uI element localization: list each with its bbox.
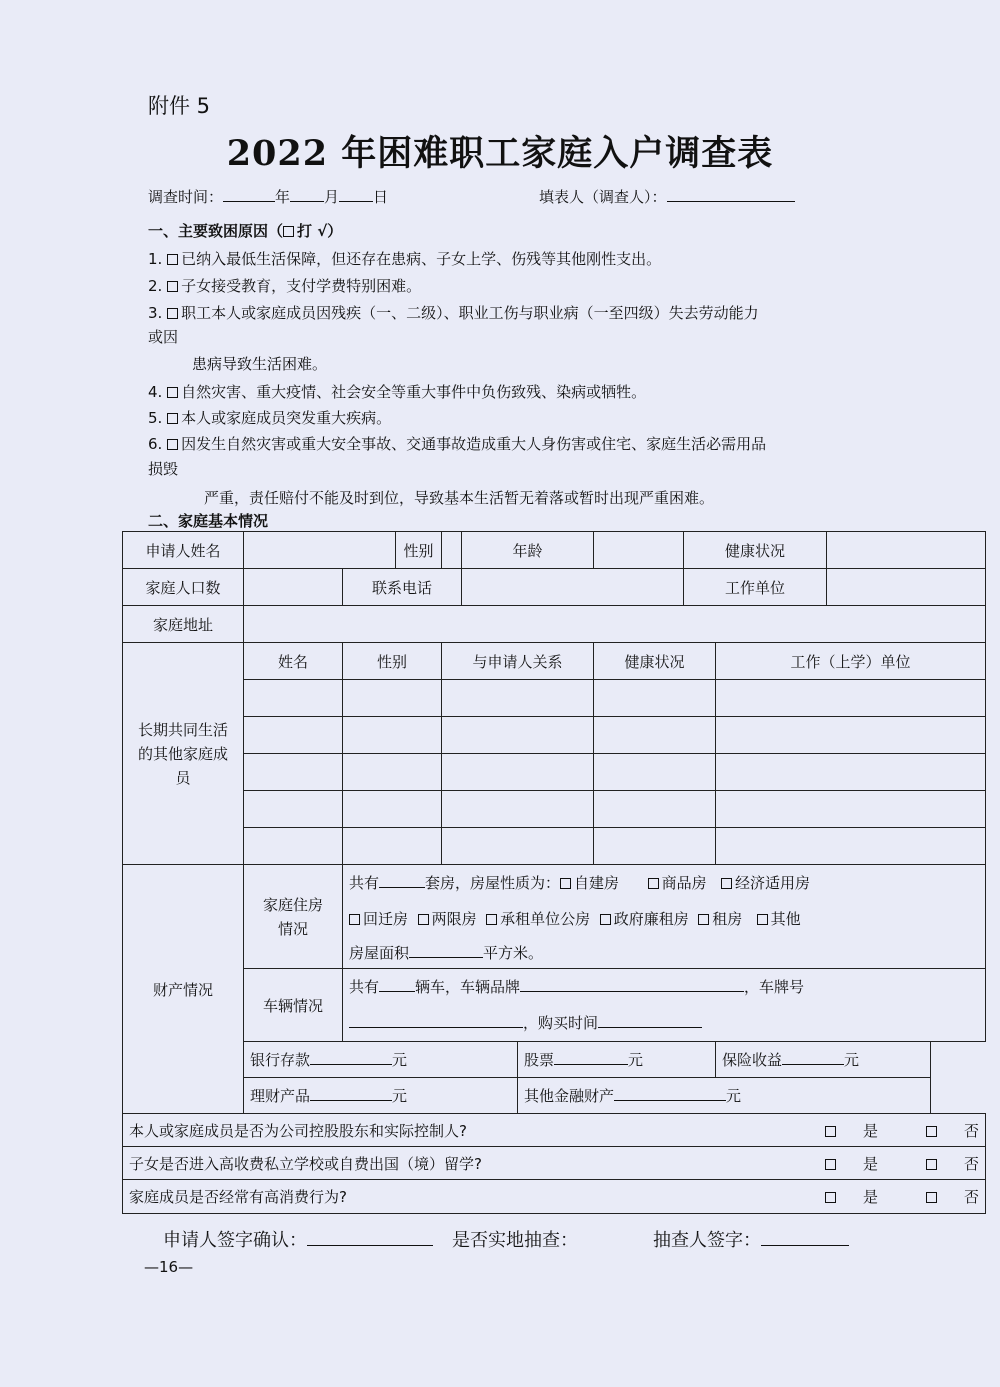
member-cell[interactable]: [594, 717, 716, 754]
applicant-name-cell[interactable]: [244, 532, 396, 569]
yes-label: 是: [863, 1188, 879, 1206]
question-row-1: [123, 1114, 986, 1147]
workplace-label: 工作单位: [684, 569, 827, 606]
member-header-health: 健康状况: [594, 643, 716, 680]
member-cell[interactable]: [343, 828, 442, 865]
item-number: 5.: [148, 409, 163, 427]
reason-6-checkbox[interactable]: [167, 439, 178, 450]
filler-line: [539, 186, 795, 207]
yuan-label: 元: [726, 1087, 742, 1105]
yes-label: 是: [863, 1154, 879, 1173]
no-label: 否: [964, 1188, 980, 1206]
reason-1-checkbox[interactable]: [167, 254, 178, 265]
vehicle-d: ，购买时间: [523, 1014, 599, 1033]
housing-area-line: [343, 937, 986, 969]
housing-type-label: 租房: [712, 910, 743, 928]
member-cell[interactable]: [442, 717, 594, 754]
no-checkbox[interactable]: [926, 1126, 937, 1137]
household-size-cell[interactable]: [244, 569, 343, 606]
housing-type-checkbox[interactable]: [418, 914, 429, 925]
member-cell[interactable]: [716, 717, 986, 754]
vehicle-count-blank[interactable]: [379, 977, 415, 992]
housing-line-2: [343, 901, 986, 937]
household-size-label: 家庭人口数: [123, 569, 244, 606]
month-label: 月: [324, 188, 340, 206]
reason-4-checkbox[interactable]: [167, 387, 178, 398]
gender-label: 性别: [396, 532, 442, 569]
item-number: 3.: [148, 304, 163, 322]
housing-line-1-b: 套房，房屋性质为：: [425, 874, 561, 893]
survey-time-label: 调查时间：: [148, 188, 224, 206]
applicant-sign-line: [163, 1226, 433, 1252]
member-cell[interactable]: [343, 791, 442, 828]
member-row: [123, 754, 986, 791]
member-row: [123, 791, 986, 828]
members-label: 长期共同生活的其他家庭成员: [123, 643, 244, 865]
health-cell[interactable]: [827, 532, 986, 569]
insurance-label: 保险收益: [722, 1051, 783, 1069]
member-header-name: 姓名: [244, 643, 343, 680]
day-blank[interactable]: [339, 187, 373, 202]
reason-2-checkbox[interactable]: [167, 281, 178, 292]
house-count-blank[interactable]: [379, 873, 425, 888]
item-number: 6.: [148, 435, 163, 453]
address-label: 家庭地址: [123, 606, 244, 643]
reason-item-2: [148, 275, 421, 296]
member-row: [123, 680, 986, 717]
housing-line-1: [343, 865, 986, 901]
housing-type-label: 商品房: [661, 874, 707, 893]
attachment-label: 附件 5: [148, 94, 211, 118]
member-row: [123, 717, 986, 754]
yes-checkbox[interactable]: [825, 1126, 836, 1137]
member-cell[interactable]: [343, 754, 442, 791]
yuan-label: 元: [392, 1087, 408, 1105]
year-blank[interactable]: [223, 187, 275, 202]
housing-area-blank[interactable]: [409, 943, 483, 958]
housing-type-checkbox[interactable]: [757, 914, 768, 925]
reason-item-6: [148, 433, 766, 454]
family-info-table: [122, 531, 986, 1214]
workplace-cell[interactable]: [827, 569, 986, 606]
item-text: 本人或家庭成员突发重大疾病。: [181, 409, 392, 427]
member-cell[interactable]: [594, 828, 716, 865]
day-label: 日: [373, 188, 389, 206]
item-text: 自然灾害、重大疫情、社会安全等重大事件中负伤致残、染病或牺牲。: [181, 383, 647, 401]
insurance-cell: [716, 1042, 931, 1078]
spot-check-label: 是否实地抽查：: [452, 1230, 578, 1251]
other-finance-cell: [518, 1078, 931, 1114]
member-cell[interactable]: [716, 754, 986, 791]
housing-type-checkbox[interactable]: [721, 878, 732, 889]
housing-type-label: 政府廉租房: [613, 910, 689, 928]
section1-heading-text: 一、主要致困原因（: [148, 222, 284, 240]
checker-sign-blank[interactable]: [761, 1228, 849, 1246]
member-cell[interactable]: [716, 680, 986, 717]
no-checkbox[interactable]: [926, 1192, 937, 1203]
survey-time-line: [148, 186, 388, 207]
member-row: [123, 828, 986, 865]
housing-type-label: 经济适用房: [734, 874, 810, 893]
reason-item-3-cont2: 患病导致生活困难。: [192, 355, 328, 373]
checker-sign-line: [653, 1226, 849, 1252]
housing-type-checkbox[interactable]: [698, 914, 709, 925]
yes-no-3: [777, 1186, 979, 1207]
member-cell[interactable]: [716, 828, 986, 865]
applicant-name-label: 申请人姓名: [123, 532, 244, 569]
housing-type-checkbox[interactable]: [486, 914, 497, 925]
housing-type-label: 其他: [770, 910, 801, 928]
purchase-time-blank[interactable]: [598, 1013, 702, 1028]
member-cell[interactable]: [442, 680, 594, 717]
yuan-label: 元: [628, 1051, 644, 1069]
no-checkbox[interactable]: [926, 1159, 937, 1170]
housing-label: 家庭住房情况: [244, 865, 343, 969]
applicant-sign-blank[interactable]: [307, 1228, 433, 1246]
yes-label: 是: [863, 1121, 879, 1140]
reason-item-4: [148, 381, 646, 402]
vehicle-brand-blank[interactable]: [520, 977, 744, 992]
document-title: 2022 年困难职工家庭入户调查表: [226, 133, 774, 174]
other-finance-blank[interactable]: [614, 1086, 726, 1101]
member-cell[interactable]: [244, 828, 343, 865]
member-cell[interactable]: [716, 791, 986, 828]
item-text: 已纳入最低生活保障，但还存在患病、子女上学、伤残等其他刚性支出。: [181, 250, 662, 268]
health-label: 健康状况: [684, 532, 827, 569]
stocks-label: 股票: [524, 1051, 555, 1069]
question-2: 子女是否进入高收费私立学校或自费出国（境）留学?: [129, 1154, 482, 1173]
housing-type-label: 回迁房: [363, 910, 409, 928]
housing-type-label: 承租单位公房: [500, 910, 591, 928]
vehicle-line-1: [343, 969, 986, 1005]
member-cell[interactable]: [244, 717, 343, 754]
question-3: 家庭成员是否经常有高消费行为?: [129, 1188, 347, 1206]
vehicle-line-2: [343, 1005, 986, 1042]
housing-area-unit: 平方米。: [483, 943, 544, 962]
year-label: 年: [275, 188, 291, 206]
wealth-label: 理财产品: [250, 1087, 311, 1105]
reason-3-checkbox[interactable]: [167, 308, 178, 319]
reason-item-3-cont1: 或因: [148, 328, 179, 346]
member-header-relation: 与申请人关系: [442, 643, 594, 680]
vehicle-label: 车辆情况: [244, 969, 343, 1042]
no-label: 否: [964, 1121, 980, 1140]
question-1: 本人或家庭成员是否为公司控股股东和实际控制人?: [129, 1121, 467, 1140]
page-number: —16—: [144, 1258, 194, 1276]
bank-blank[interactable]: [310, 1050, 392, 1065]
member-cell[interactable]: [343, 680, 442, 717]
member-cell[interactable]: [594, 680, 716, 717]
vehicle-c: ，车牌号: [744, 978, 805, 997]
vehicle-a: 共有: [349, 978, 380, 997]
reason-item-6-cont1: 损毁: [148, 460, 179, 478]
property-label: 财产情况: [123, 865, 244, 1114]
member-cell[interactable]: [343, 717, 442, 754]
yes-checkbox[interactable]: [825, 1192, 836, 1203]
item-text: 子女接受教育，支付学费特别困难。: [181, 277, 422, 295]
month-blank[interactable]: [290, 187, 324, 202]
bank-label: 银行存款: [250, 1051, 311, 1069]
stocks-blank[interactable]: [554, 1050, 628, 1065]
wealth-blank[interactable]: [310, 1086, 392, 1101]
yes-no-1: [777, 1120, 979, 1141]
wealth-cell: [244, 1078, 518, 1114]
vehicle-b: 辆车，车辆品牌: [415, 978, 521, 997]
reason-5-checkbox[interactable]: [167, 413, 178, 424]
reason-item-5: [148, 407, 391, 428]
housing-type-label: 自建房: [574, 874, 620, 893]
reason-item-1: [148, 248, 661, 269]
item-text: 因发生自然灾害或重大安全事故、交通事故造成重大人身伤害或住宅、家庭生活必需用品: [181, 435, 767, 453]
filler-label: 填表人（调查人）：: [539, 188, 667, 206]
gender-cell[interactable]: [442, 532, 462, 569]
question-row-2: [123, 1147, 986, 1180]
reason-item-6-cont2: 严重，责任赔付不能及时到位，导致基本生活暂无着落或暂时出现严重困难。: [204, 489, 715, 507]
housing-type-checkbox[interactable]: [560, 878, 571, 889]
age-cell[interactable]: [594, 532, 684, 569]
insurance-blank[interactable]: [782, 1050, 844, 1065]
stocks-cell: [518, 1042, 716, 1078]
item-text: 职工本人或家庭成员因残疾（一、二级）、职业工伤与职业病（一至四级）失去劳动能力: [181, 304, 759, 322]
member-header-workplace: 工作（上学）单位: [716, 643, 986, 680]
member-cell[interactable]: [442, 828, 594, 865]
checker-sign-label: 抽查人签字：: [653, 1230, 761, 1251]
yes-no-2: [777, 1153, 979, 1174]
section1-heading-tail: 打 √）: [297, 222, 343, 240]
reason-item-3: [148, 302, 759, 323]
yes-checkbox[interactable]: [825, 1159, 836, 1170]
housing-type-checkbox[interactable]: [648, 878, 659, 889]
member-cell[interactable]: [594, 791, 716, 828]
item-number: 4.: [148, 383, 163, 401]
address-cell[interactable]: [244, 606, 986, 643]
phone-label: 联系电话: [343, 569, 462, 606]
housing-line-1-a: 共有: [349, 874, 380, 893]
housing-type-checkbox[interactable]: [349, 914, 360, 925]
section1-heading: [148, 220, 342, 241]
member-header-gender: 性别: [343, 643, 442, 680]
member-cell[interactable]: [244, 754, 343, 791]
section2-heading: 二、家庭基本情况: [148, 512, 269, 530]
yuan-label: 元: [392, 1051, 408, 1069]
applicant-sign-label: 申请人签字确认：: [163, 1230, 307, 1251]
member-cell[interactable]: [442, 754, 594, 791]
filler-blank[interactable]: [667, 187, 795, 202]
member-cell[interactable]: [594, 754, 716, 791]
bank-cell: [244, 1042, 518, 1078]
checkbox-icon: [283, 226, 294, 237]
yuan-label: 元: [844, 1051, 860, 1069]
question-row-3: [123, 1180, 986, 1214]
age-label: 年龄: [462, 532, 594, 569]
housing-area-label: 房屋面积: [349, 943, 410, 962]
plate-number-blank[interactable]: [349, 1013, 523, 1028]
item-number: 2.: [148, 277, 163, 295]
no-label: 否: [964, 1154, 980, 1173]
housing-type-checkbox[interactable]: [600, 914, 611, 925]
item-number: 1.: [148, 250, 163, 268]
member-cell[interactable]: [442, 791, 594, 828]
other-finance-label: 其他金融财产: [524, 1087, 615, 1105]
phone-cell[interactable]: [462, 569, 684, 606]
member-cell[interactable]: [244, 680, 343, 717]
housing-type-label: 两限房: [431, 910, 477, 928]
member-cell[interactable]: [244, 791, 343, 828]
